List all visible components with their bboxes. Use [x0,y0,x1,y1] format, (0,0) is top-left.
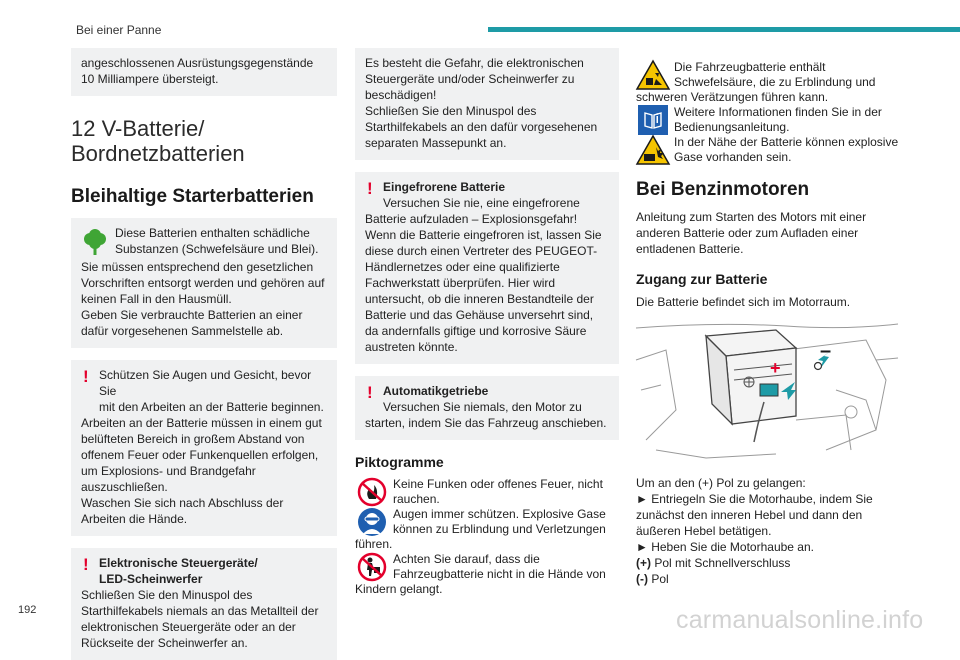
pictogram-row [636,135,900,165]
section-heading: Bei Benzinmotoren [636,179,810,200]
warning-title: Eingefrorene Batterie [383,180,506,194]
warning-row [365,383,609,415]
environment-intro [81,225,327,259]
minus-pole-text: Pol [648,572,669,586]
warning-line1: Schützen Sie Augen und Gesicht, bevor Sie [99,368,312,398]
env-text-2: Geben Sie verbrauchte Batterien an einer dafür vorgesehenen Sammelstelle ab. [81,308,303,338]
pictogram-text: Weitere Informationen finden Sie in der Bedienungsanleitung. [674,105,882,134]
note-text-1: Es besteht die Gefahr, die elektronischen Steuergeräte und/oder Scheinwerfer zu beschädigen! [365,56,584,102]
note-box [355,48,619,160]
tree-icon [81,229,109,257]
acid-warning-icon [636,60,670,90]
pictogram-row [636,60,900,105]
warning-box-frozen [355,172,619,364]
chapter-title-line1: 12 V-Batterie/ [71,116,205,141]
step-2: ► Heben Sie die Motorhaube an. [636,540,814,554]
section-heading: Bleihaltige Starterbatterien [71,186,314,207]
minus-pole-label: (-) [636,572,648,586]
warning-text: Schließen Sie den Minuspol des Starthilfekabels niemals an das Metallteil der elektronischen Steuergeräte oder an der Rückseite der Scheinwerfer an. [81,588,319,650]
plus-pole-label: (+) [636,556,651,570]
pictogram-row [636,105,900,135]
page-number: 192 [18,604,37,616]
steps [636,475,900,587]
manual-icon [636,105,670,135]
chapter-title [71,116,337,166]
no-fire-icon [355,477,389,507]
warning-text: starten, indem Sie das Fahrzeug anschieben. [365,416,607,430]
exclamation-icon: ! [367,383,373,402]
warning-text: Batterie aufzuladen – Explosionsgefahr! [365,212,578,226]
warning-title-line2: LED-Scheinwerfer [99,572,203,586]
pictogram-row [355,552,619,597]
column-2 [355,48,619,597]
warning-title: Automatikgetriebe [383,384,489,398]
pictogram-text: In der Nähe der Batterie können explosive Gase vorhanden sein. [674,135,899,164]
pictogram-text: Achten Sie darauf, dass die Fahrzeugbatterie nicht in die Hände von Kindern gelangt. [355,552,606,596]
exclamation-icon: ! [367,179,373,198]
warning-text-2: Waschen Sie sich nach Abschluss der Arbeiten die Hände. [81,496,284,526]
location-text: Die Batterie befindet sich im Motorraum. [636,295,851,309]
column-1 [71,48,337,660]
engine-bay-illustration [636,320,898,462]
env-line2: Substanzen (Schwefelsäure und Blei). [115,242,319,256]
chapter-title-line2: Bordnetzbatterien [71,141,245,166]
explosive-gas-icon [636,135,670,165]
warning-row [81,367,327,415]
warning-line: Versuchen Sie nie, eine eingefrorene [383,196,580,210]
step-intro: Um an den (+) Pol zu gelangen: [636,476,806,490]
warning-row [365,179,609,211]
note-text-2: Schließen Sie den Minuspol des Starthilfekabels an den dafür vorgesehenen separaten Massepunkt an. [365,104,598,150]
env-line1: Diese Batterien enthalten schädliche [115,226,310,240]
warning-title-line1: Elektronische Steuergeräte/ [99,556,258,570]
intro-paragraph [636,209,900,257]
warning-row [81,555,327,587]
keep-from-children-icon [355,552,389,582]
pictogram-row [355,477,619,507]
subsection-heading: Piktogramme [355,454,444,470]
environment-box [71,218,337,348]
plus-label: + [770,358,781,378]
pictogram-text: Keine Funken oder offenes Feuer, nicht rauchen. [393,477,603,506]
subsection-heading: Zugang zur Batterie [636,271,768,287]
warning-box-electronics [71,548,337,660]
plus-pole-line [636,555,900,571]
exclamation-icon: ! [83,367,89,386]
warning-text-2: Wenn die Batterie eingefroren ist, lassen Sie diese durch einen Vertreter des PEUGEOT-Händlernetzes oder eine qualifizierte Fachwerkstatt überprüfen. Hier wird untersucht, ob die inneren Bestandteile der Batterie und das Gehäuse unversehrt sind, da andernfalls giftige und korrosive Säure austreten könnte. [365,228,602,354]
pictogram-text: Augen immer schützen. Explosive Gase können zu Erblindung und Verletzungen führen. [355,507,606,551]
header-accent-bar [488,27,960,32]
exclamation-icon: ! [83,555,89,574]
warning-line: Versuchen Sie niemals, den Motor zu [383,400,582,414]
env-text: Sie müssen entsprechend den gesetzlichen Vorschriften entsorgt werden und gehören auf keinen Fall in den Hausmüll. [81,260,325,306]
plus-pole-text: Pol mit Schnellverschluss [651,556,791,570]
note-box [71,48,337,96]
running-header: Bei einer Panne [76,23,162,37]
location-paragraph [636,294,900,310]
pictogram-row [355,507,619,552]
pictogram-text: Die Fahrzeugbatterie enthält Schwefelsäure, die zu Erblindung und schweren Verätzungen führen kann. [636,60,876,104]
warning-line2: mit den Arbeiten an der Batterie beginnen. [99,400,324,414]
column-3 [636,60,900,587]
note-text: angeschlossenen Ausrüstungsgegenstände 10 Milliampere übersteigt. [81,56,314,86]
watermark: carmanualsonline.info [676,606,924,634]
intro-text: Anleitung zum Starten des Motors mit einer anderen Batterie oder zum Aufladen einer entladenen Batterie. [636,210,867,256]
minus-label: – [820,340,832,362]
warning-text: Arbeiten an der Batterie müssen in einem gut belüfteten Bereich in großem Abstand von offenem Feuer oder Funkenquellen erfolgen, um Explosions- und Brandgefahr auszuschließen. [81,416,322,494]
eye-protection-icon [355,507,389,537]
step-1: ► Entriegeln Sie die Motorhaube, indem Sie zunächst den inneren Hebel und dann den äußeren Hebel betätigen. [636,492,873,538]
minus-pole-line [636,571,900,587]
warning-box-automatic [355,376,619,440]
warning-box-eyes [71,360,337,536]
